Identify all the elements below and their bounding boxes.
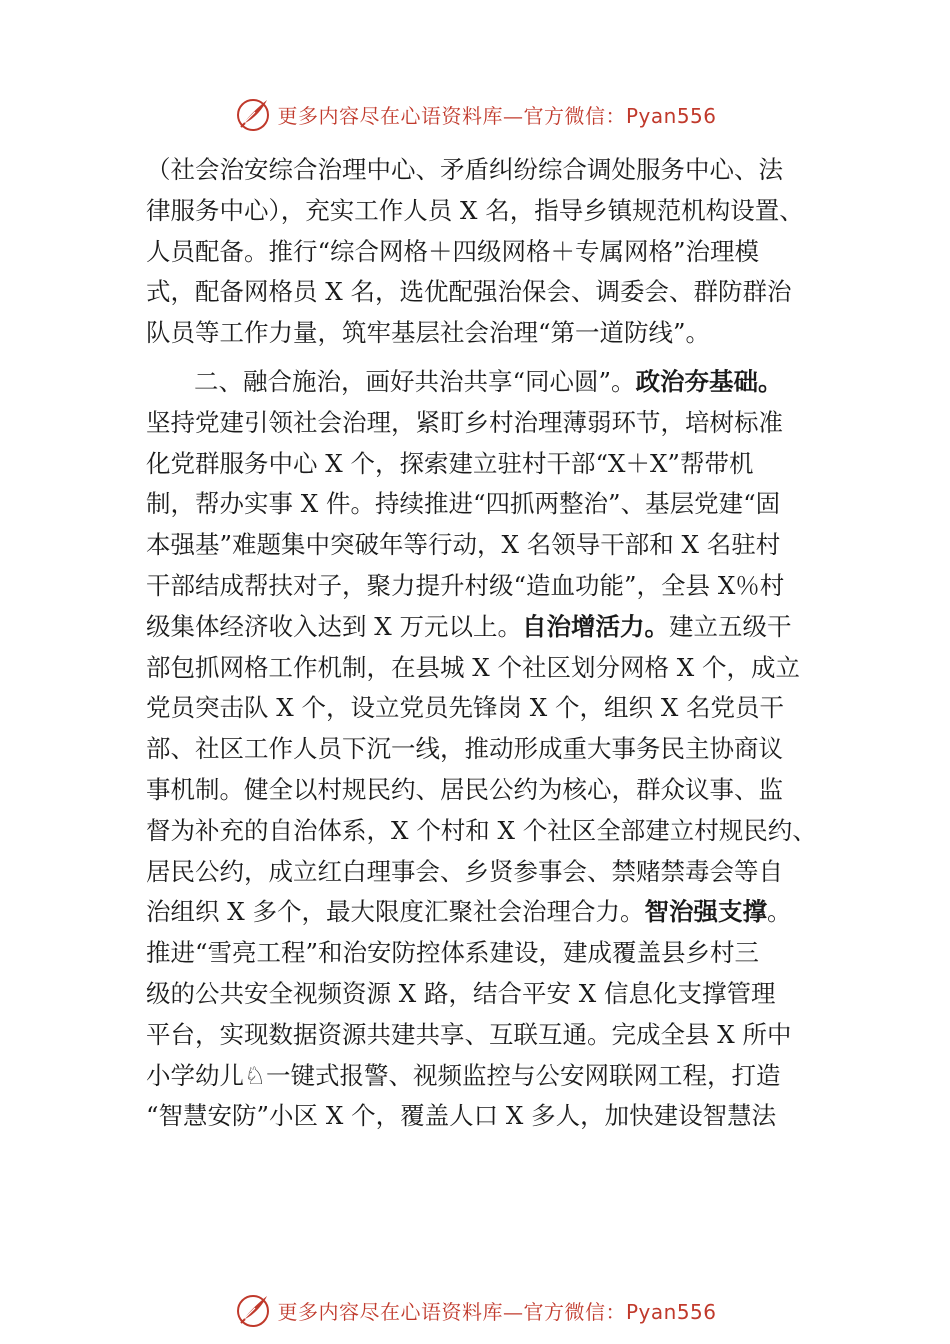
text-line: 居民公约，成立红白理事会、乡贤参事会、禁赌禁毒会等自 bbox=[146, 856, 783, 886]
text-line: 小学幼儿♘一键式报警、视频监控与公安网联网工程，打造 bbox=[146, 1060, 781, 1090]
text-line: 推进“雪亮工程”和治安防控体系建设，建成覆盖县乡村三 bbox=[146, 938, 760, 968]
feather-pen-logo-icon bbox=[233, 94, 273, 134]
bold-subheading-politics: 政治夯基础。 bbox=[635, 366, 783, 396]
text-line: 督为补充的自治体系，X 个村和 X 个社区全部建立村规民约、 bbox=[146, 815, 817, 845]
text-line bbox=[146, 892, 811, 933]
footer-watermark bbox=[0, 1288, 950, 1332]
text-line bbox=[146, 362, 811, 403]
text-line: 式，配备网格员 X 名，选优配强治保会、调委会、群防群治 bbox=[146, 277, 792, 307]
section-heading: 二、融合施治，画好共治共享“同心圆”。 bbox=[194, 366, 636, 396]
text-line: 本强基”难题集中突破年等行动，X 名领导干部和 X 名驻村 bbox=[146, 530, 781, 560]
text-line bbox=[146, 607, 811, 648]
text-line: 化党群服务中心 X 个，探索建立驻村干部“X＋X”帮带机 bbox=[146, 448, 754, 478]
bold-subheading-smart: 智治强支撑 bbox=[644, 897, 768, 927]
text-line: 级的公共安全视频资源 X 路，结合平安 X 信息化支撑管理 bbox=[146, 978, 776, 1008]
header-watermark bbox=[0, 92, 950, 136]
text-line: 干部结成帮扶对子，聚力提升村级“造血功能”，全县 X％村 bbox=[146, 570, 785, 600]
watermark-id: Pyan556 bbox=[625, 1299, 717, 1324]
watermark-id: Pyan556 bbox=[625, 103, 717, 128]
text-line: 人员配备。推行“综合网格＋四级网格＋专属网格”治理模 bbox=[146, 236, 760, 266]
text-span: 级集体经济收入达到 X 万元以上。 bbox=[146, 611, 523, 641]
watermark-text: 更多内容尽在心语资料库—官方微信：Pyan556 bbox=[277, 103, 717, 128]
text-line: 党员突击队 X 个，设立党员先锋岗 X 个，组织 X 名党员干 bbox=[146, 693, 785, 723]
text-span: 治组织 X 多个，最大限度汇聚社会治理合力。 bbox=[146, 897, 645, 927]
text-span: 建立五级干 bbox=[669, 611, 792, 641]
text-line: 事机制。健全以村规民约、居民公约为核心，群众议事、监 bbox=[146, 774, 783, 804]
feather-pen-logo-icon bbox=[233, 1290, 273, 1330]
document-body bbox=[146, 150, 817, 1137]
text-line: 制，帮办实事 X 件。持续推进“四抓两整治”、基层党建“固 bbox=[146, 489, 781, 519]
text-line: （社会治安综合治理中心、矛盾纠纷综合调处服务中心、法 bbox=[146, 155, 783, 184]
text-line: 部包抓网格工作机制，在县城 X 个社区划分网格 X 个，成立 bbox=[146, 652, 801, 682]
text-line: 平台，实现数据资源共建共享、互联互通。完成全县 X 所中 bbox=[146, 1019, 792, 1049]
watermark-text: 更多内容尽在心语资料库—官方微信：Pyan556 bbox=[277, 1299, 717, 1324]
text-line: 部、社区工作人员下沉一线，推动形成重大事务民主协商议 bbox=[146, 734, 783, 764]
text-line: “智慧安防”小区 X 个，覆盖人口 X 多人，加快建设智慧法 bbox=[146, 1101, 777, 1131]
text-line: 坚持党建引领社会治理，紧盯乡村治理薄弱环节，培树标准 bbox=[146, 407, 783, 437]
text-span: 。 bbox=[767, 897, 792, 927]
text-line: 律服务中心），充实工作人员 X 名，指导乡镇规范机构设置、 bbox=[146, 195, 804, 225]
paragraph-1 bbox=[146, 150, 811, 354]
paragraph-2 bbox=[146, 362, 817, 1137]
bold-subheading-autonomy: 自治增活力。 bbox=[522, 611, 670, 641]
text-line: 队员等工作力量，筑牢基层社会治理“第一道防线”。 bbox=[146, 318, 711, 348]
